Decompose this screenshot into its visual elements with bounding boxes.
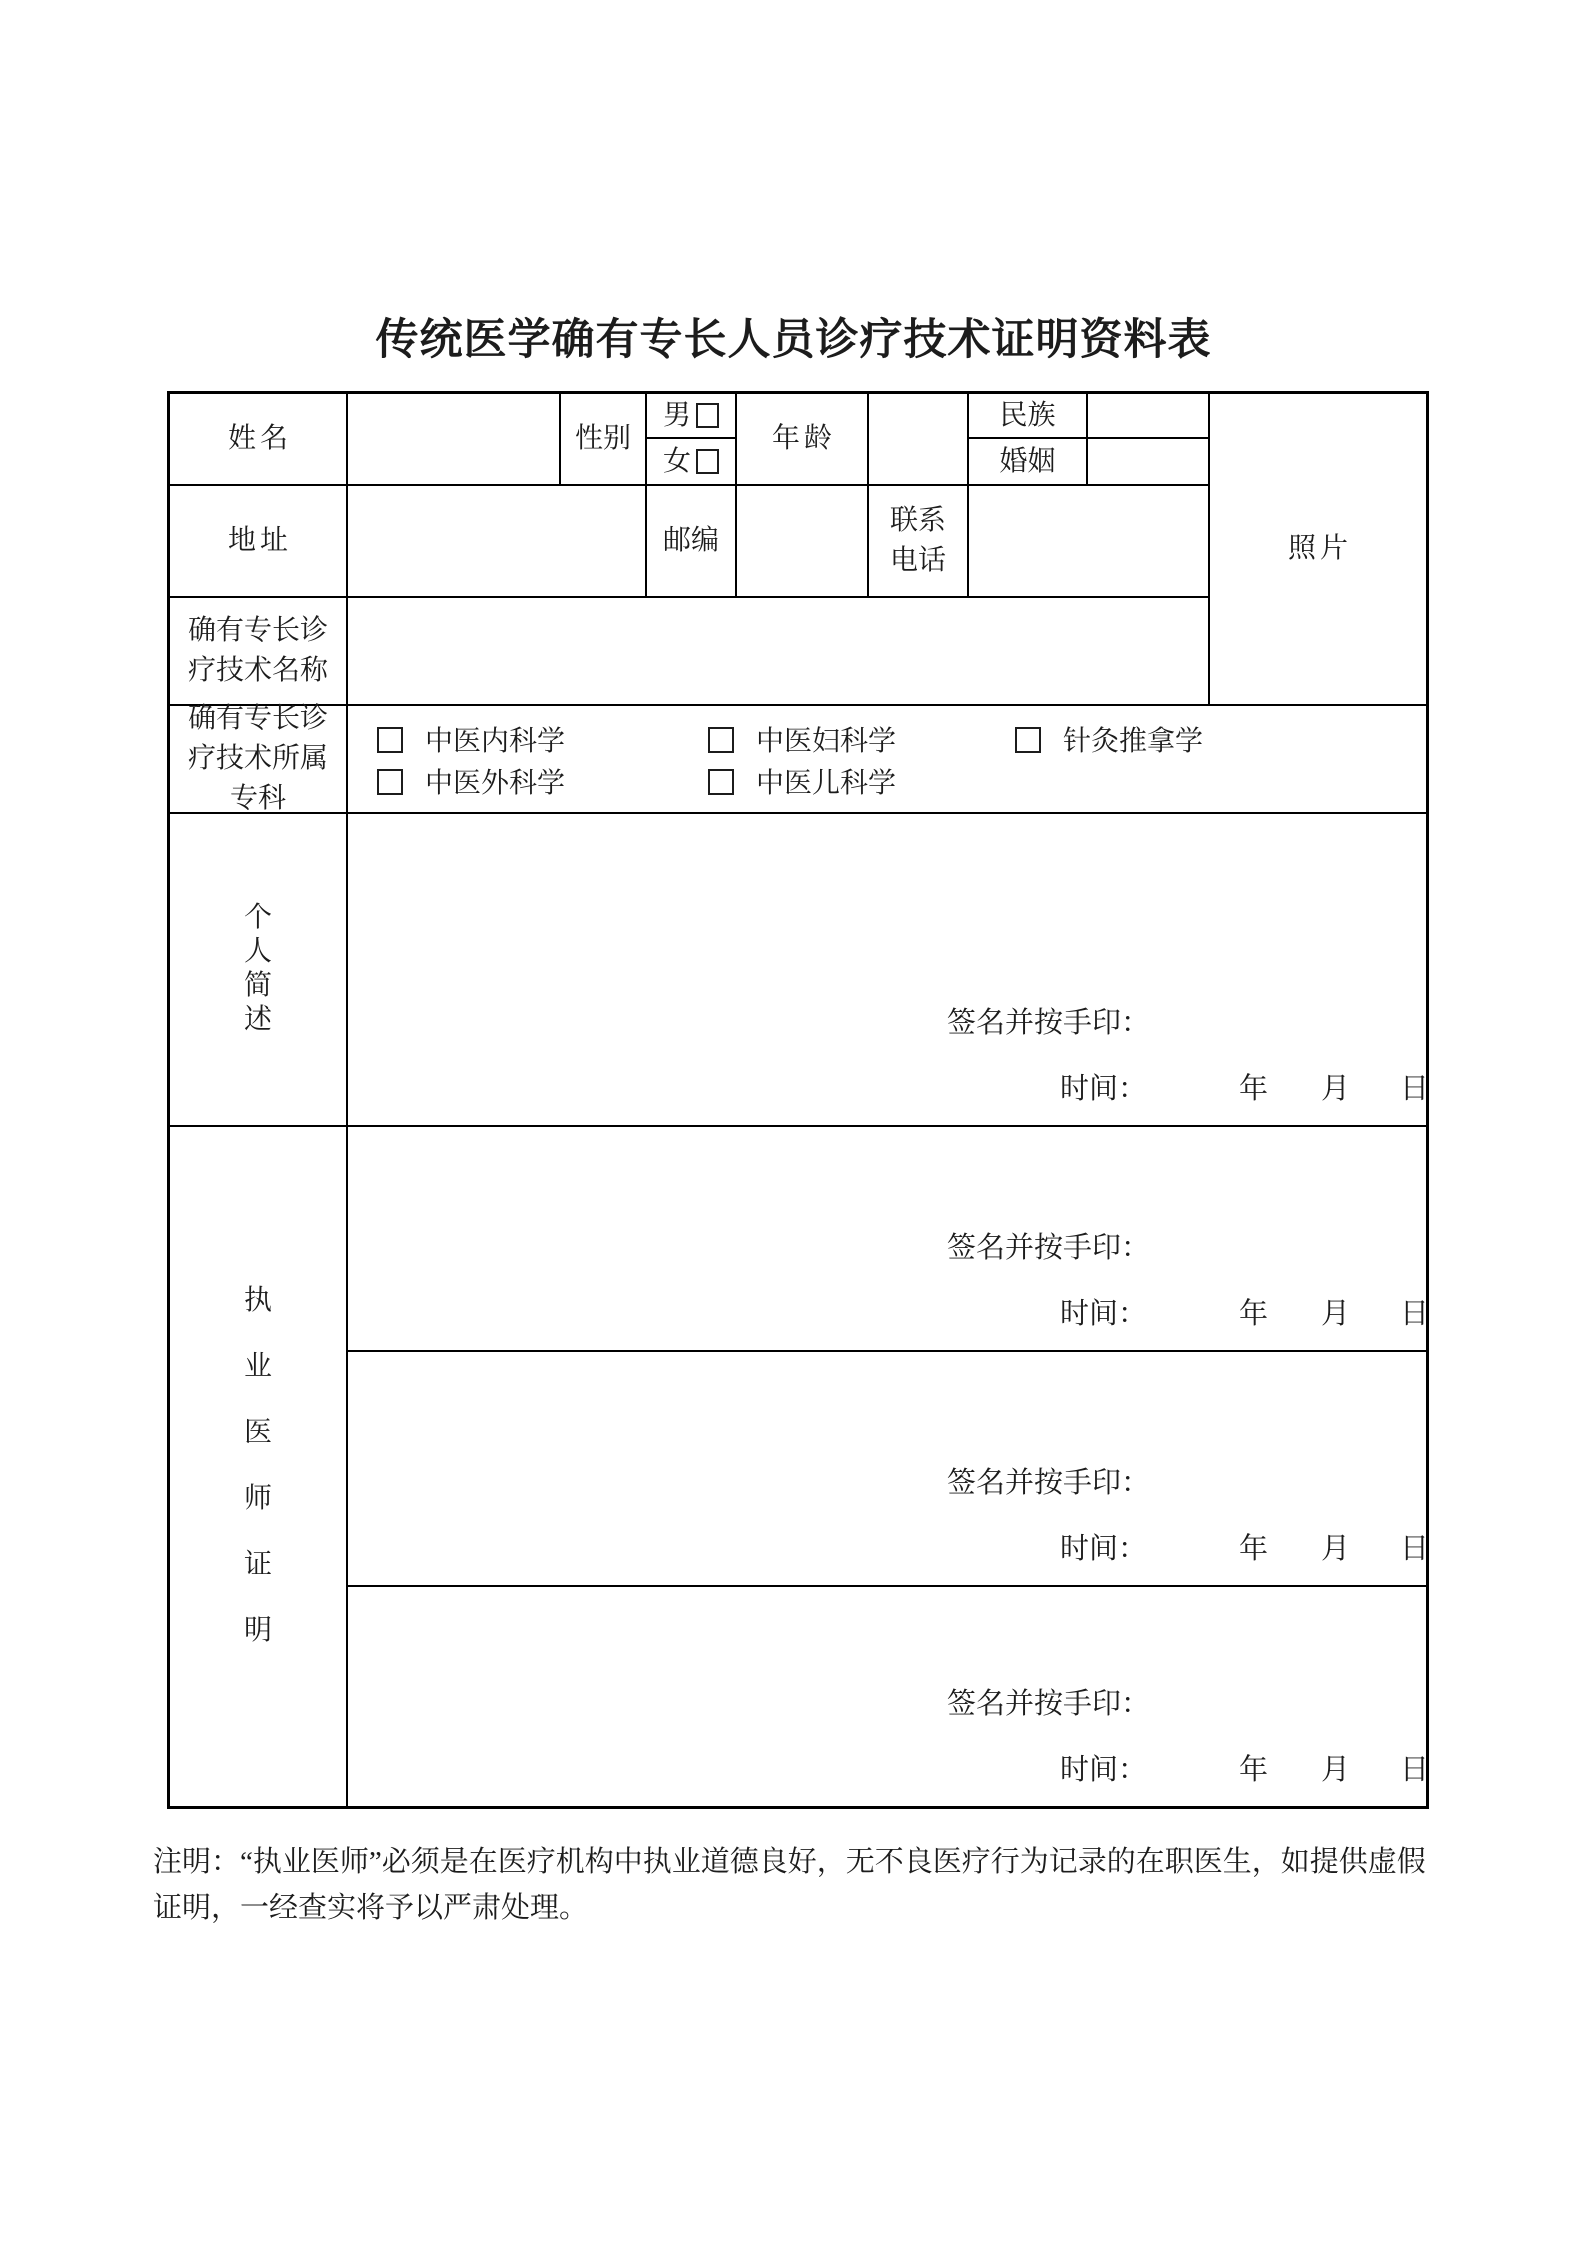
physician-cert-cell-3[interactable] [347, 1585, 1430, 1806]
footnote [153, 1839, 1453, 1931]
physician-cert-label: 执业医师证明 [243, 1285, 272, 1646]
year-label: 年 [1239, 1754, 1269, 1786]
name-label: 姓名 [227, 423, 292, 454]
gynecology-checkbox[interactable] [708, 727, 734, 753]
option-label: 中医儿科学 [756, 768, 897, 799]
female-label: 女 [662, 445, 691, 477]
marriage-input-cell[interactable] [1087, 439, 1208, 484]
postal-code-input-cell[interactable] [736, 485, 867, 596]
option-label: 针灸推拿学 [1063, 726, 1204, 757]
date-line [1060, 1291, 1429, 1332]
personal-summary-cell[interactable] [347, 813, 1430, 1125]
marriage-label: 婚姻 [999, 445, 1056, 477]
photo-cell[interactable]: 照片 [1287, 533, 1352, 564]
signature-line: 签名并按手印： [947, 1688, 1151, 1720]
footnote-line-1: 注明：“执业医师”必须是在医疗机构中执业道德良好，无不良医疗行为记录的在职医生，如提供虚假 [153, 1846, 1426, 1878]
surgery-checkbox[interactable] [377, 769, 403, 795]
gender-label: 性别 [574, 423, 631, 454]
year-label: 年 [1239, 1533, 1269, 1565]
month-label: 月 [1321, 1073, 1351, 1105]
footnote-line-2: 证明，一经查实将予以严肃处理。 [153, 1892, 589, 1924]
year-label: 年 [1239, 1073, 1269, 1105]
specialty-option-surgery[interactable] [377, 767, 708, 800]
option-label: 中医外科学 [425, 768, 566, 799]
male-label: 男 [662, 399, 691, 431]
address-input-cell[interactable] [347, 485, 645, 596]
time-label: 时间： [1060, 1533, 1148, 1565]
month-label: 月 [1321, 1533, 1351, 1565]
day-label: 日 [1400, 1754, 1430, 1786]
contact-phone-input-cell[interactable] [968, 485, 1208, 596]
specialty-option-acupuncture[interactable] [1015, 725, 1203, 758]
specialty-option-pediatrics[interactable] [708, 767, 1015, 800]
time-label: 时间： [1060, 1298, 1148, 1330]
signature-line: 签名并按手印： [947, 1007, 1151, 1039]
signature-line: 签名并按手印： [947, 1467, 1151, 1499]
gender-female-option[interactable] [646, 439, 736, 484]
day-label: 日 [1400, 1073, 1430, 1105]
day-label: 日 [1400, 1533, 1430, 1565]
option-label: 中医内科学 [425, 726, 566, 757]
address-label: 地址 [227, 525, 292, 556]
tech-name-label: 确有专长诊疗技术名称 [187, 615, 328, 686]
month-label: 月 [1321, 1298, 1351, 1330]
year-label: 年 [1239, 1298, 1269, 1330]
contact-phone-label: 联系电话 [889, 505, 946, 576]
date-line [1060, 1526, 1429, 1567]
ethnicity-label: 民族 [999, 399, 1056, 431]
name-input-cell[interactable] [347, 393, 559, 484]
month-label: 月 [1321, 1754, 1351, 1786]
specialty-options-grid [377, 725, 1203, 800]
time-label: 时间： [1060, 1073, 1148, 1105]
ethnicity-input-cell[interactable] [1087, 393, 1208, 437]
gender-male-option[interactable] [646, 393, 736, 438]
acupuncture-checkbox[interactable] [1015, 727, 1041, 753]
time-label: 时间： [1060, 1754, 1148, 1786]
date-line [1060, 1747, 1429, 1788]
postal-code-label: 邮编 [662, 525, 719, 556]
internal-medicine-checkbox[interactable] [377, 727, 403, 753]
physician-cert-cell-2[interactable] [347, 1351, 1430, 1585]
female-checkbox[interactable] [696, 449, 719, 474]
pediatrics-checkbox[interactable] [708, 769, 734, 795]
age-label: 年龄 [771, 423, 836, 454]
day-label: 日 [1400, 1298, 1430, 1330]
option-label: 中医妇科学 [756, 726, 897, 757]
male-checkbox[interactable] [696, 403, 719, 428]
tech-name-input-cell[interactable] [347, 597, 1208, 704]
specialty-option-gynecology[interactable] [708, 725, 1015, 758]
date-line [1060, 1066, 1429, 1107]
signature-line: 签名并按手印： [947, 1232, 1151, 1264]
table-border-bottom [167, 1806, 1429, 1809]
specialty-label: 确有专长诊疗技术所属专科 [187, 703, 328, 814]
age-input-cell[interactable] [868, 393, 967, 484]
personal-summary-label: 个人简述 [243, 902, 272, 1035]
specialty-option-internal[interactable] [377, 725, 708, 758]
page-title: 传统医学确有专长人员诊疗技术证明资料表 [375, 316, 1212, 364]
physician-cert-cell-1[interactable] [347, 1126, 1430, 1350]
